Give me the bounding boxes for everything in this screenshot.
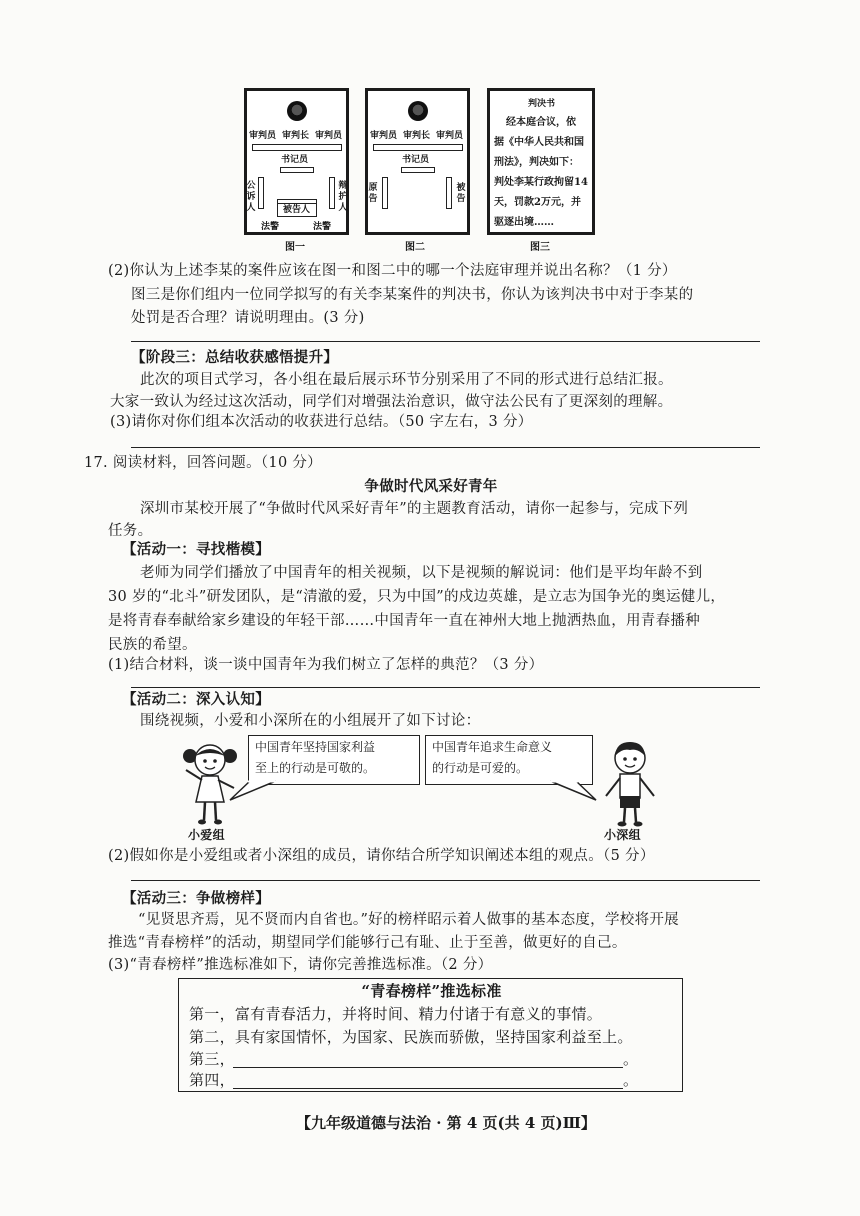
intro-paragraph: 深圳市某校开展了“争做时代风采好青年”的主题教育活动，请你一起参与，完成下列 xyxy=(140,501,689,517)
figure-3-caption: 图三 xyxy=(530,242,550,253)
activity-1-title: 【活动一：寻找楷模】 xyxy=(122,541,270,558)
answer-line xyxy=(131,447,760,448)
plaintiff-table xyxy=(382,177,388,209)
bailiff-right: 法警 xyxy=(313,222,332,232)
criterion-3-label: 第三， xyxy=(189,1050,235,1068)
bubble-right-line1: 中国青年追求生命意义 xyxy=(432,740,553,754)
bench-table xyxy=(252,144,342,151)
bench-chief-judge: 审判长 xyxy=(403,131,431,141)
question-17-2: (2)假如你是小爱组或者小深组的成员，请你结合所学知识阐述本组的观点。（5 分） xyxy=(108,848,655,864)
criterion-3-end: 。 xyxy=(623,1050,639,1068)
bubble-left-line2: 至上的行动是可敬的。 xyxy=(255,761,376,775)
stage-3-line2: 大家一致认为经过这次活动，同学们对增强法治意识，做守法公民有了更深刻的理解。 xyxy=(110,394,673,410)
plaintiff-label: 原告 xyxy=(368,183,378,204)
speech-tail-right xyxy=(540,780,600,802)
criterion-1: 第一，富有青春活力，并将时间、精力付诸于有意义的事情。 xyxy=(189,1005,603,1023)
bubble-right-line2: 的行动是可爱的。 xyxy=(432,761,529,775)
figure-2-caption: 图二 xyxy=(405,242,425,253)
bubble-left-line1: 中国青年坚持国家利益 xyxy=(255,740,376,754)
judgment-line: 判处李某行政拘留14 xyxy=(494,177,588,188)
speech-bubble-right xyxy=(425,735,593,785)
clerk-label: 书记员 xyxy=(281,155,309,165)
judgment-title: 判决书 xyxy=(528,99,556,109)
judgment-document xyxy=(487,88,595,235)
activity-2-title: 【活动二：深入认知】 xyxy=(122,691,270,708)
criteria-title: “青春榜样”推选标准 xyxy=(361,982,502,1000)
judgment-line: 刑法》，判决如下： xyxy=(494,157,579,168)
bench-judge-left: 审判员 xyxy=(249,131,277,141)
speech-tail-left xyxy=(228,780,288,802)
activity-1-line1: 老师为同学们播放了中国青年的相关视频，以下是视频的解说词：他们是平均年龄不到 xyxy=(140,565,703,581)
bailiff-left: 法警 xyxy=(261,222,280,232)
question-3: (3)请你对你们组本次活动的收获进行总结。（50 字左右，3 分） xyxy=(110,414,533,430)
defendant-table xyxy=(446,177,452,209)
criteria-box xyxy=(178,978,683,1092)
clerk-table xyxy=(401,167,435,173)
intro-paragraph-cont: 任务。 xyxy=(108,523,153,539)
bench-judge-left: 审判员 xyxy=(370,131,398,141)
activity-3-title: 【活动三：争做榜样】 xyxy=(122,890,270,907)
defense-table xyxy=(329,177,335,209)
clerk-label: 书记员 xyxy=(402,155,430,165)
judgment-line: 天，罚款2万元，并 xyxy=(494,197,581,208)
question-17-intro: 17. 阅读材料，回答问题。（10 分） xyxy=(84,455,322,471)
question-2-line2: 图三是你们组内一位同学拟写的有关李某案件的判决书，你认为该判决书中对于李某的 xyxy=(131,287,694,303)
prosecutor-label: 公诉人 xyxy=(246,181,256,213)
activity-1-line2: 30 岁的“北斗”研发团队，是“清澈的爱，只为中国”的戍边英雄，是立志为国争光的奥运健儿， xyxy=(108,589,726,605)
judgment-line: 据《中华人民共和国 xyxy=(494,137,584,148)
activity-2-line1: 围绕视频，小爱和小深所在的小组展开了如下讨论： xyxy=(140,713,481,729)
court-diagram-criminal xyxy=(244,88,349,235)
clerk-table xyxy=(280,167,314,173)
criterion-4-end: 。 xyxy=(623,1071,639,1089)
bench-judge-right: 审判员 xyxy=(315,131,343,141)
court-diagram-civil xyxy=(365,88,470,235)
judgment-line: 经本庭合议，依 xyxy=(506,117,576,128)
page-footer: 【九年级道德与法治 · 第 4 页(共 4 页)Ⅲ】 xyxy=(296,1114,596,1132)
criterion-3-blank[interactable] xyxy=(233,1067,623,1068)
prosecutor-table xyxy=(258,177,264,209)
question-17-3: (3)“青春榜样”推选标准如下，请你完善推选标准。（2 分） xyxy=(108,957,493,973)
girl-label: 小爱组 xyxy=(188,828,225,842)
stage-3-title: 【阶段三：总结收获感悟提升】 xyxy=(131,349,339,366)
bench-chief-judge: 审判长 xyxy=(282,131,310,141)
civil-defendant-label: 被告 xyxy=(456,183,466,204)
national-emblem-icon xyxy=(408,101,428,121)
activity-1-line4: 民族的希望。 xyxy=(108,637,197,653)
defense-label: 辩护人 xyxy=(338,181,348,213)
speech-bubble-left xyxy=(248,735,420,785)
answer-line xyxy=(131,341,760,342)
question-17-1: (1)结合材料，谈一谈中国青年为我们树立了怎样的典范？（3 分） xyxy=(108,657,544,673)
question-2-line3: 处罚是否合理？请说明理由。(3 分) xyxy=(131,310,365,326)
activity-3-line2: 推选“青春榜样”的活动，期望同学们能够行己有耻、止于至善，做更好的自己。 xyxy=(108,935,627,951)
question-2-line1: (2)你认为上述李某的案件应该在图一和图二中的哪一个法庭审理并说出名称？（1 分） xyxy=(108,263,677,279)
answer-line xyxy=(131,880,760,881)
defendant-label: 被告人 xyxy=(283,205,311,215)
answer-line xyxy=(131,687,760,688)
bench-table xyxy=(373,144,463,151)
criterion-4-label: 第四， xyxy=(189,1071,235,1089)
stage-3-line1: 此次的项目式学习，各小组在最后展示环节分别采用了不同的形式进行总结汇报。 xyxy=(140,372,673,388)
national-emblem-icon xyxy=(287,101,307,121)
judgment-line: 驱逐出境…… xyxy=(494,217,554,228)
boy-label: 小深组 xyxy=(604,828,641,842)
bench-judge-right: 审判员 xyxy=(436,131,464,141)
criterion-4-blank[interactable] xyxy=(233,1088,623,1089)
figure-1-caption: 图一 xyxy=(285,242,305,253)
activity-1-line3: 是将青春奉献给家乡建设的年轻干部……中国青年一直在神州大地上抛洒热血，用青春播种 xyxy=(108,613,700,629)
boy-figure-icon xyxy=(600,738,660,830)
activity-3-line1: “见贤思齐焉，见不贤而内自省也。”好的榜样昭示着人做事的基本态度，学校将开展 xyxy=(138,912,679,928)
section-title: 争做时代风采好青年 xyxy=(364,478,498,495)
criterion-2: 第二，具有家国情怀，为国家、民族而骄傲，坚持国家利益至上。 xyxy=(189,1028,633,1046)
